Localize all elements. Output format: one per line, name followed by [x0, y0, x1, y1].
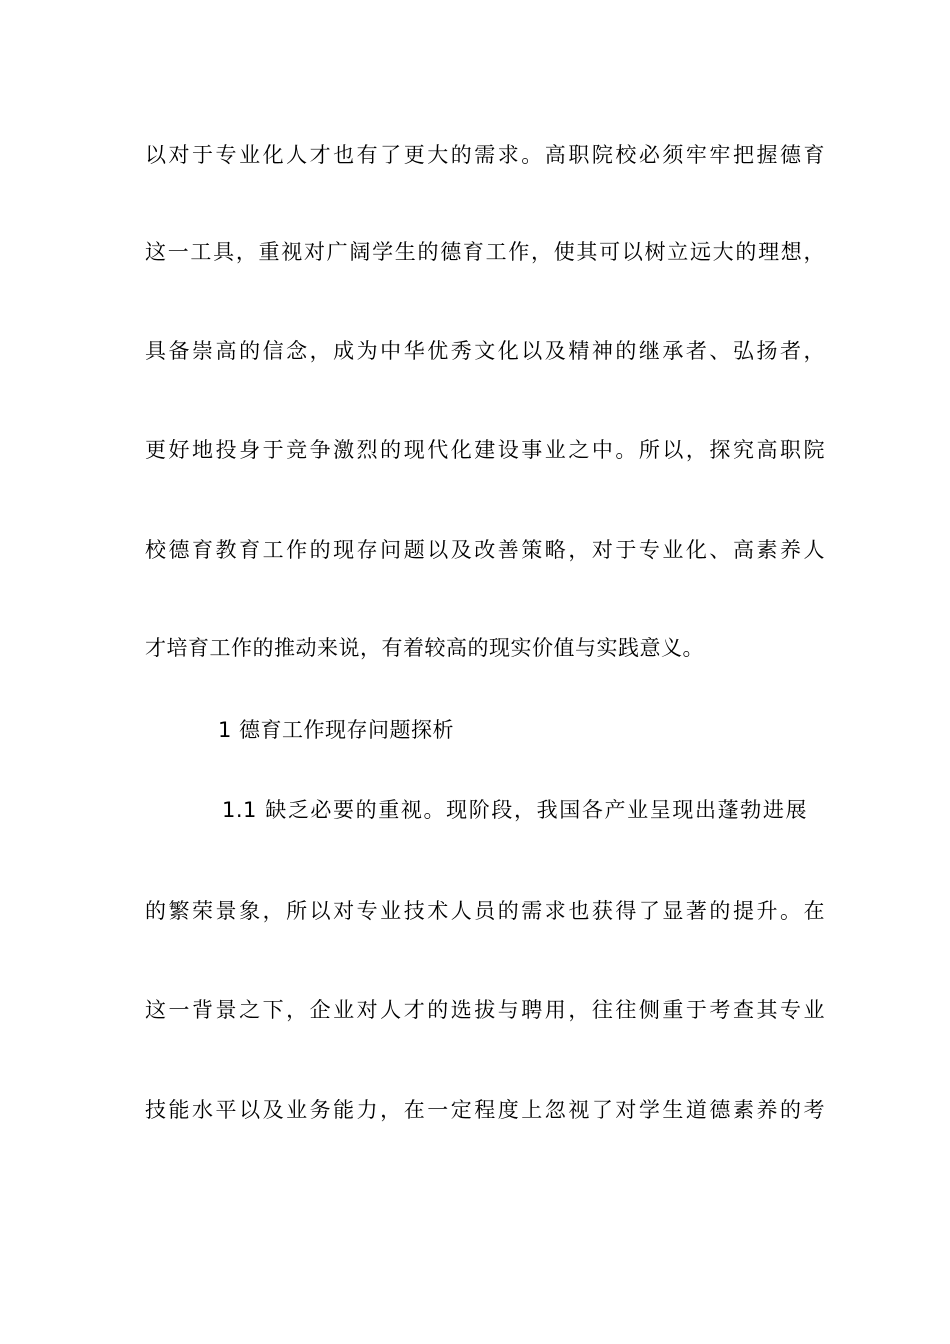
paragraph-line: 以对于专业化人才也有了更大的需求。高职院校必须牢牢把握德育	[145, 143, 825, 167]
section-heading: 1 德育工作现存问题探析	[218, 718, 455, 742]
paragraph-line: 这一背景之下，企业对人才的选拔与聘用，往往侧重于考查其专业	[145, 998, 825, 1022]
paragraph-line: 校德育教育工作的现存问题以及改善策略，对于专业化、高素养人	[145, 538, 825, 562]
paragraph-line: 具备崇高的信念，成为中华优秀文化以及精神的继承者、弘扬者，	[145, 339, 825, 363]
paragraph-line: 技能水平以及业务能力，在一定程度上忽视了对学生道德素养的考	[145, 1098, 825, 1122]
subsection-first-line: 1.1 缺乏必要的重视。现阶段，我国各产业呈现出蓬勃进展	[222, 798, 807, 822]
paragraph-line: 更好地投身于竞争激烈的现代化建设事业之中。所以，探究高职院	[145, 438, 825, 462]
paragraph-line: 才培育工作的推动来说，有着较高的现实价值与实践意义。	[145, 636, 704, 660]
paragraph-line: 这一工具，重视对广阔学生的德育工作，使其可以树立远大的理想，	[145, 240, 825, 264]
paragraph-line: 的繁荣景象，所以对专业技术人员的需求也获得了显著的提升。在	[145, 899, 825, 923]
